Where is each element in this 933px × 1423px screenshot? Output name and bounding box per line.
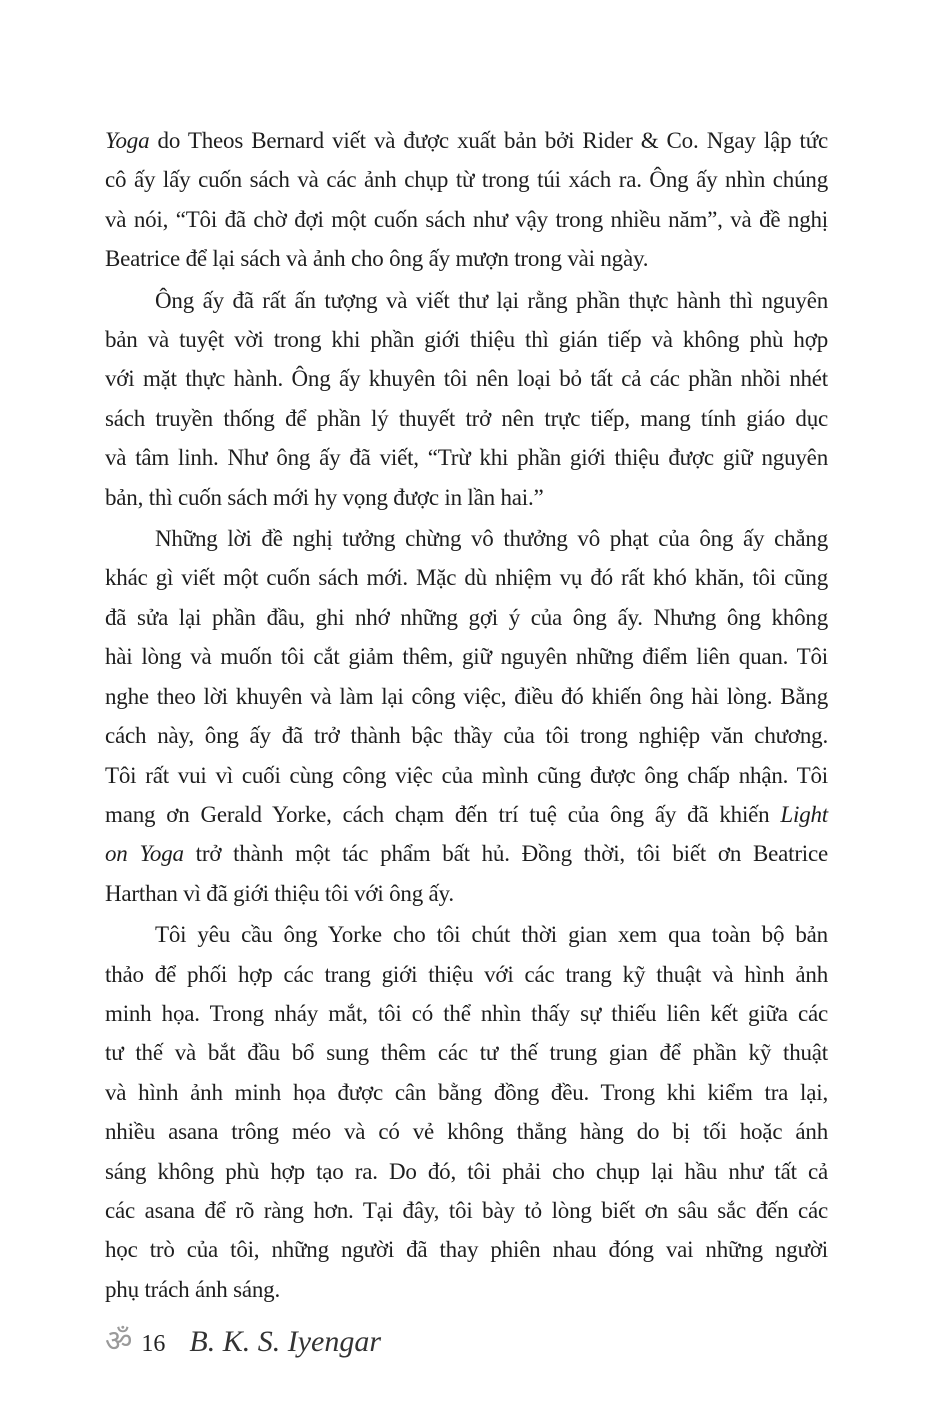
body-text-segment: do Theos Bernard viết và được xuất bản bởi Rider & Co. Ngay lập tức (149, 128, 828, 153)
paragraph (105, 281, 828, 517)
text-line (105, 598, 828, 637)
page-number: 16 (141, 1331, 166, 1357)
text-line (105, 320, 828, 359)
body-text-segment: nhiều asana trông méo và có vẻ không thẳng hàng do bị tối hoặc ánh (105, 1119, 828, 1145)
body-text-segment: sáng không phù hợp tạo ra. Do đó, tôi phải cho chụp lại hầu như tất cả (105, 1158, 828, 1184)
text-line (105, 795, 828, 834)
body-text-segment: Harthan vì đã giới thiệu tôi với ông ấy. (105, 880, 454, 906)
text-line (105, 874, 828, 913)
body-text-segment: Ông ấy đã rất ấn tượng và viết thư lại rằng phần thực hành thì nguyên (155, 287, 828, 313)
text-line (105, 915, 828, 954)
body-text-segment: học trò của tôi, những người đã thay phiên nhau đóng vai những người (105, 1237, 828, 1263)
body-text-segment: bản, thì cuốn sách mới hy vọng được in lần hai.” (105, 484, 544, 510)
text-line (105, 558, 828, 597)
body-text-segment: hài lòng và muốn tôi cắt giảm thêm, giữ nguyên những điểm liên quan. Tôi (105, 644, 828, 670)
body-text-segment: minh họa. Trong nháy mắt, tôi có thể nhìn thấy sự thiếu liên kết giữa các (105, 1000, 828, 1026)
body-text-segment: trở thành một tác phẩm bất hủ. Đồng thời, tôi biết ơn Beatrice (183, 841, 828, 867)
text-line (105, 637, 828, 676)
text-line (105, 1073, 828, 1112)
body-text-segment: phụ trách ánh sáng. (105, 1276, 281, 1302)
body-text-segment: tư thế và bắt đầu bổ sung thêm các tư thế trung gian để phần kỹ thuật (105, 1040, 828, 1066)
text-line (105, 955, 828, 994)
paragraph (105, 121, 828, 279)
body-text-segment: đã sửa lại phần đầu, ghi nhớ những gợi ý của ông ấy. Nhưng ông không (105, 604, 828, 630)
text-line (105, 1152, 828, 1191)
body-text (105, 121, 828, 1309)
body-text-segment: khác gì viết một cuốn sách mới. Mặc dù nhiệm vụ đó rất khó khăn, tôi cũng (105, 565, 828, 591)
text-line (105, 359, 828, 398)
text-line (105, 121, 828, 160)
body-text-segment: Tôi rất vui vì cuối cùng công việc của mình cũng được ông chấp nhận. Tôi (105, 762, 828, 788)
text-line (105, 1270, 828, 1309)
text-line (105, 1230, 828, 1269)
body-text-segment: bản và tuyệt vời trong khi phần giới thiệu thì gián tiếp và không phù hợp (105, 327, 828, 353)
paragraph (105, 915, 828, 1309)
body-text-segment: thảo để phối hợp các trang giới thiệu với các trang kỹ thuật và hình ảnh (105, 961, 828, 987)
text-line (105, 994, 828, 1033)
paragraph (105, 519, 828, 913)
body-text-segment: và hình ảnh minh họa được cân bằng đồng đều. Trong khi kiểm tra lại, (105, 1079, 828, 1105)
book-title-text: Yoga (105, 128, 150, 153)
body-text-segment: cô ấy lấy cuốn sách và các ảnh chụp từ trong túi xách ra. Ông ấy nhìn chúng (105, 167, 828, 193)
text-line (105, 438, 828, 477)
body-text-segment: Beatrice để lại sách và ảnh cho ông ấy mượn trong vài ngày. (105, 246, 649, 272)
book-title-text: on Yoga (105, 841, 184, 867)
text-line (105, 756, 828, 795)
text-line (105, 519, 828, 558)
body-text-segment: với mặt thực hành. Ông ấy khuyên tôi nên loại bỏ tất cả các phần nhồi nhét (105, 366, 828, 392)
text-line (105, 478, 828, 517)
text-line (105, 1033, 828, 1072)
text-line (105, 677, 828, 716)
body-text-segment: các asana để rõ ràng hơn. Tại đây, tôi bày tỏ lòng biết ơn sâu sắc đến các (105, 1197, 828, 1223)
book-title-text: Light (780, 801, 828, 827)
body-text-segment: nghe theo lời khuyên và làm lại công việc, điều đó khiến ông hài lòng. Bằng (105, 683, 828, 709)
body-text-segment: và nói, “Tôi đã chờ đợi một cuốn sách như vậy trong nhiều năm”, và đề nghị (105, 206, 828, 232)
text-line (105, 239, 828, 278)
text-line (105, 834, 828, 873)
body-text-segment: Những lời đề nghị tưởng chừng vô thưởng vô phạt của ông ấy chẳng (155, 526, 828, 552)
om-icon: ॐ (105, 1324, 133, 1359)
body-text-segment: sách truyền thống để phần lý thuyết trở nên trực tiếp, mang tính giáo dục (105, 405, 828, 431)
text-line (105, 399, 828, 438)
text-line (105, 200, 828, 239)
text-line (105, 281, 828, 320)
body-text-segment: mang ơn Gerald Yorke, cách chạm đến trí tuệ của ông ấy đã khiến (105, 801, 781, 827)
body-text-segment: Tôi yêu cầu ông Yorke cho tôi chút thời gian xem qua toàn bộ bản (155, 922, 828, 948)
text-line (105, 1112, 828, 1151)
body-text-segment: và tâm linh. Như ông ấy đã viết, “Trừ khi phần giới thiệu được giữ nguyên (105, 445, 828, 471)
text-line (105, 716, 828, 755)
text-line (105, 1191, 828, 1230)
body-text-segment: cách này, ông ấy đã trở thành bậc thầy của tôi trong nghiệp văn chương. (105, 723, 828, 749)
text-line (105, 160, 828, 199)
author-name: B. K. S. Iyengar (189, 1325, 382, 1358)
page-footer (105, 1324, 381, 1360)
